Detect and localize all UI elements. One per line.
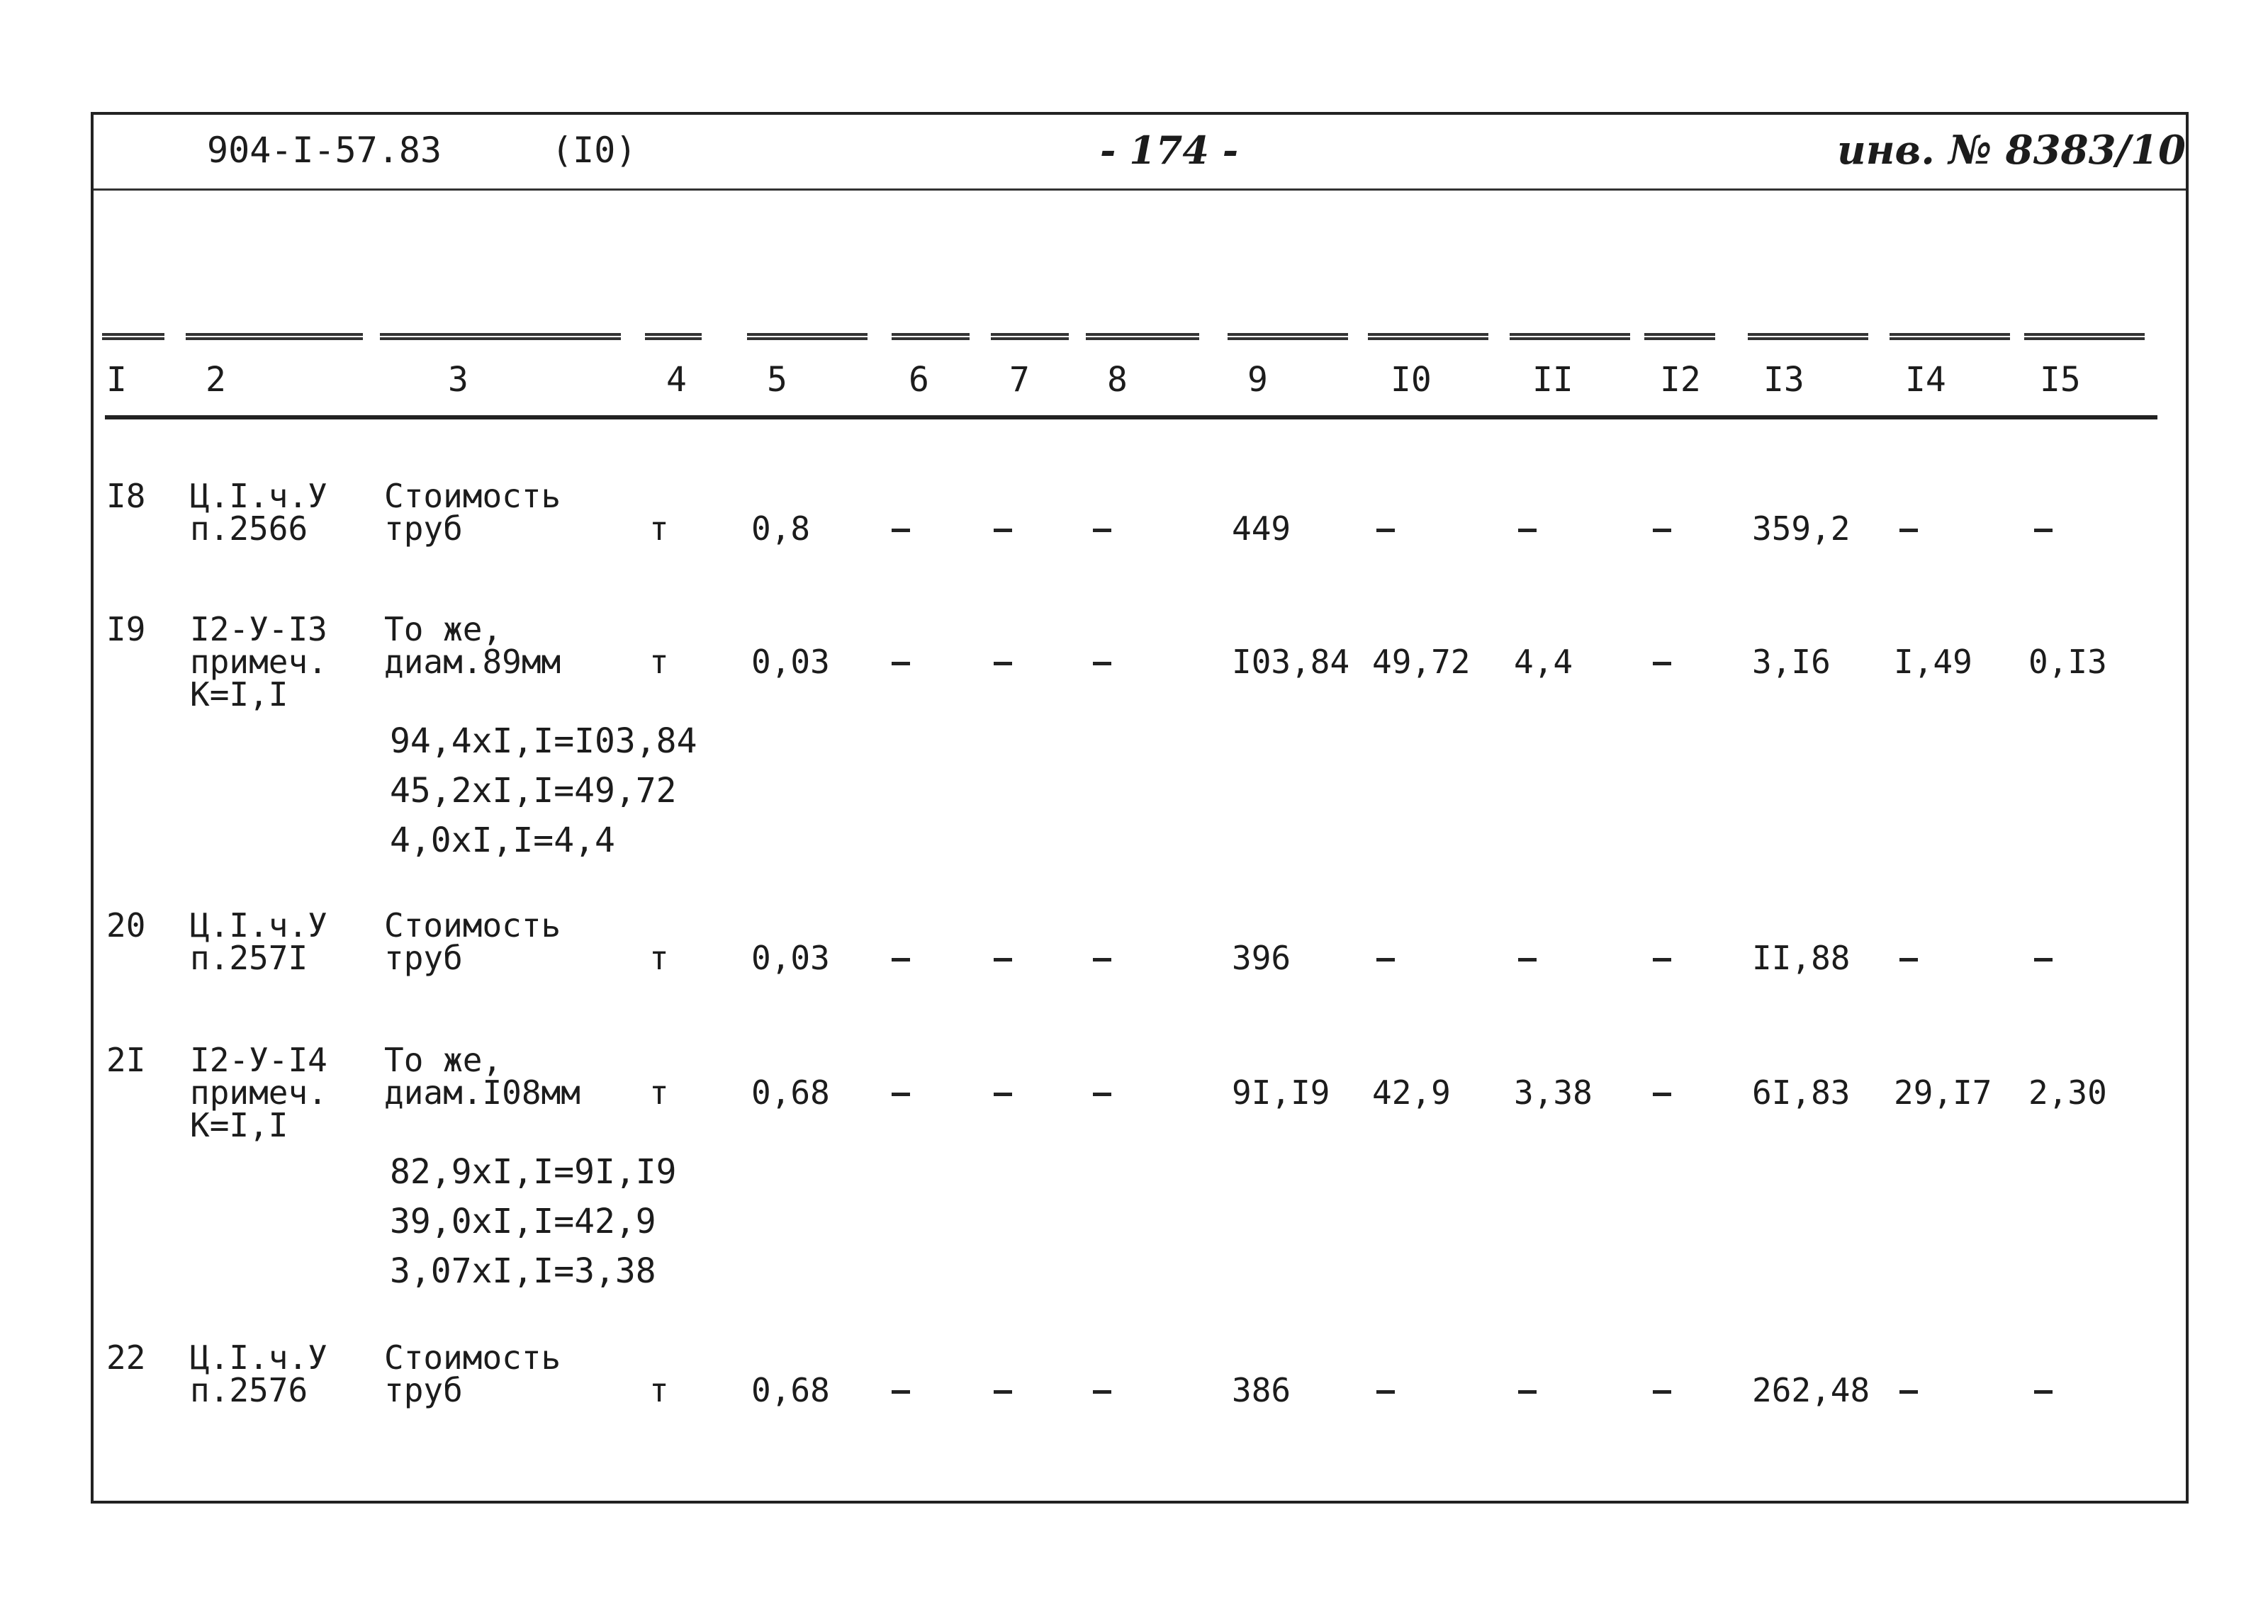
row-code: п.2566 [190, 509, 308, 548]
row-value-c15: 0,I3 [2028, 643, 2107, 681]
row-calculation: 45,2хI,I=49,72 [390, 771, 677, 811]
row-calculation: 94,4хI,I=I03,84 [390, 721, 697, 761]
row-name: диам.89мм [384, 643, 561, 681]
row-quantity: 0,03 [751, 939, 830, 977]
dash-mark [1899, 1390, 1918, 1394]
row-name: труб [384, 939, 463, 977]
row-number: 20 [106, 906, 146, 944]
row-name: То же, [384, 1041, 503, 1079]
row-value-c11: 3,38 [1514, 1073, 1593, 1112]
dash-mark [1653, 1390, 1671, 1394]
column-double-line [1890, 333, 2010, 340]
dash-mark [1899, 529, 1918, 532]
column-number: II [1532, 360, 1573, 400]
column-number: I4 [1905, 360, 1946, 400]
row-code: п.2576 [190, 1371, 308, 1409]
column-double-line [1510, 333, 1630, 340]
column-number: 9 [1247, 360, 1268, 400]
inventory-number: инв. № 8383/10 [1837, 127, 2186, 174]
row-unit: т [649, 939, 669, 977]
column-number: 8 [1107, 360, 1128, 400]
column-number: 5 [767, 360, 787, 400]
row-value-c9: 9I,I9 [1232, 1073, 1330, 1112]
row-code: Ц.I.ч.У [190, 477, 327, 515]
column-double-line [1644, 333, 1715, 340]
column-number: I3 [1763, 360, 1804, 400]
column-double-line [1748, 333, 1868, 340]
column-number: 2 [206, 360, 226, 400]
dash-mark [994, 662, 1012, 665]
dash-mark [2034, 529, 2053, 532]
dash-mark [892, 958, 910, 962]
dash-mark [1653, 958, 1671, 962]
column-double-line [1368, 333, 1488, 340]
row-code: п.257I [190, 939, 308, 977]
row-value-c15: 2,30 [2028, 1073, 2107, 1112]
page-number: - 174 - [1100, 128, 1239, 173]
row-name: Стоимость [384, 477, 561, 515]
dash-mark [1518, 958, 1537, 962]
row-number: 2I [106, 1041, 146, 1079]
dash-mark [994, 1390, 1012, 1394]
row-number: I8 [106, 477, 146, 515]
dash-mark [1093, 529, 1111, 532]
column-number: I2 [1660, 360, 1701, 400]
column-number: 4 [666, 360, 687, 400]
column-number: I [106, 360, 127, 400]
row-value-c10: 49,72 [1372, 643, 1471, 681]
dash-mark [1376, 529, 1395, 532]
column-double-line [186, 333, 363, 340]
row-calculation: 82,9хI,I=9I,I9 [390, 1152, 677, 1192]
dash-mark [1376, 958, 1395, 962]
dash-mark [892, 1093, 910, 1096]
dash-mark [1093, 958, 1111, 962]
row-value-c13: 359,2 [1752, 509, 1851, 548]
dash-mark [994, 958, 1012, 962]
row-value-c9: 386 [1232, 1371, 1291, 1409]
column-double-line [747, 333, 868, 340]
dash-mark [892, 1390, 910, 1394]
row-calculation: 4,0хI,I=4,4 [390, 821, 615, 860]
dash-mark [994, 1093, 1012, 1096]
row-unit: т [649, 1371, 669, 1409]
row-quantity: 0,8 [751, 509, 811, 548]
dash-mark [892, 529, 910, 532]
doc-code: 904-I-57.83 [207, 130, 442, 171]
column-number: I0 [1391, 360, 1432, 400]
row-quantity: 0,68 [751, 1073, 830, 1112]
dash-mark [1899, 958, 1918, 962]
dash-mark [1518, 1390, 1537, 1394]
row-unit: т [649, 1073, 669, 1112]
column-double-line [1228, 333, 1348, 340]
dash-mark [1093, 662, 1111, 665]
doc-part: (I0) [551, 130, 637, 171]
row-code: I2-У-I3 [190, 610, 327, 648]
row-name: труб [384, 509, 463, 548]
row-number: 22 [106, 1338, 146, 1377]
row-value-c14: 29,I7 [1894, 1073, 1992, 1112]
row-code: I2-У-I4 [190, 1041, 327, 1079]
row-value-c10: 42,9 [1372, 1073, 1451, 1112]
row-value-c14: I,49 [1894, 643, 1972, 681]
row-unit: т [649, 643, 669, 681]
row-code: примеч. [190, 643, 327, 681]
row-value-c9: I03,84 [1232, 643, 1350, 681]
row-quantity: 0,68 [751, 1371, 830, 1409]
column-double-line [2024, 333, 2145, 340]
row-code: примеч. [190, 1073, 327, 1112]
column-double-line [991, 333, 1069, 340]
dash-mark [892, 662, 910, 665]
dash-mark [1653, 1093, 1671, 1096]
row-code: К=I,I [190, 675, 288, 714]
row-code: Ц.I.ч.У [190, 1338, 327, 1377]
row-code: Ц.I.ч.У [190, 906, 327, 944]
dash-mark [1376, 1390, 1395, 1394]
column-number: I5 [2040, 360, 2081, 400]
row-number: I9 [106, 610, 146, 648]
row-value-c13: 262,48 [1752, 1371, 1870, 1409]
dash-mark [994, 529, 1012, 532]
header-divider [94, 188, 2186, 191]
column-double-line [645, 333, 702, 340]
row-name: Стоимость [384, 1338, 561, 1377]
row-name: труб [384, 1371, 463, 1409]
column-double-line [102, 333, 164, 340]
row-calculation: 3,07хI,I=3,38 [390, 1251, 656, 1291]
row-value-c9: 449 [1232, 509, 1291, 548]
column-double-line [892, 333, 970, 340]
column-double-line [1086, 333, 1199, 340]
column-double-line [380, 333, 621, 340]
dash-mark [1093, 1390, 1111, 1394]
header-rule [105, 415, 2157, 419]
row-name: диам.I08мм [384, 1073, 580, 1112]
row-unit: т [649, 509, 669, 548]
row-calculation: 39,0хI,I=42,9 [390, 1202, 656, 1241]
dash-mark [1093, 1093, 1111, 1096]
row-value-c9: 396 [1232, 939, 1291, 977]
dash-mark [2034, 958, 2053, 962]
column-number: 3 [448, 360, 468, 400]
row-value-c13: 6I,83 [1752, 1073, 1851, 1112]
row-code: К=I,I [190, 1106, 288, 1144]
column-number: 6 [909, 360, 929, 400]
row-value-c13: 3,I6 [1752, 643, 1831, 681]
row-name: Стоимость [384, 906, 561, 944]
dash-mark [1518, 529, 1537, 532]
document-sheet [91, 112, 2189, 1504]
column-number: 7 [1009, 360, 1030, 400]
row-quantity: 0,03 [751, 643, 830, 681]
dash-mark [1653, 662, 1671, 665]
dash-mark [2034, 1390, 2053, 1394]
row-value-c13: II,88 [1752, 939, 1851, 977]
row-value-c11: 4,4 [1514, 643, 1573, 681]
dash-mark [1653, 529, 1671, 532]
row-name: То же, [384, 610, 503, 648]
